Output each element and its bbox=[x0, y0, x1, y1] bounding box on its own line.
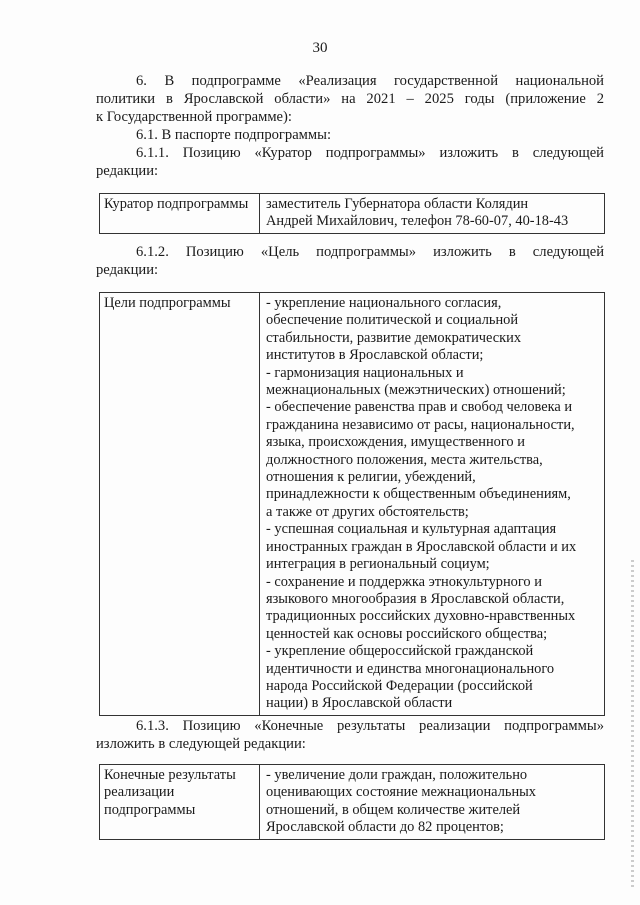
goals-line: ценностей как основы российского общества; bbox=[266, 625, 548, 642]
section-6-1-3-line: 6.1.3. Позицию «Конечные результаты реализации подпрограммы» bbox=[136, 718, 604, 734]
results-value-line: Ярославской области до 82 процентов; bbox=[266, 819, 504, 836]
goals-table bbox=[99, 292, 605, 716]
section-6-1-3-paragraph bbox=[96, 717, 604, 753]
curator-label-cell bbox=[100, 194, 260, 233]
goals-line: - сохранение и поддержка этнокультурного и bbox=[266, 573, 542, 590]
scan-edge-artifact bbox=[631, 560, 634, 890]
section-6-1-paragraph bbox=[96, 126, 604, 144]
goals-line: - укрепление национального согласия, bbox=[266, 295, 502, 311]
goals-line: народа Российской Федерации (российской bbox=[266, 677, 533, 694]
goals-line: языка, происхождения, имущественного и bbox=[266, 434, 525, 451]
goals-line: - успешная социальная и культурная адаптация bbox=[266, 521, 557, 538]
goals-label-cell bbox=[100, 293, 260, 715]
goals-line: гражданина независимо от расы, национальности, bbox=[266, 416, 575, 433]
section-6-1-1-paragraph bbox=[96, 144, 604, 180]
goals-line: идентичности и единства многонационального bbox=[266, 660, 555, 677]
section-6-paragraph bbox=[96, 72, 604, 126]
results-value-line: оценивающих состояние межнациональных bbox=[266, 784, 537, 801]
results-table bbox=[99, 764, 605, 840]
goals-line: обеспечение политической и социальной bbox=[266, 312, 519, 329]
curator-value-cell bbox=[260, 194, 604, 233]
curator-table bbox=[99, 193, 605, 234]
section-6-line: к Государственной программе): bbox=[96, 109, 292, 125]
section-6-1-2-line: редакции: bbox=[96, 262, 159, 278]
goals-line: должностного положения, места жительства, bbox=[266, 451, 543, 468]
results-label-line: Конечные результаты bbox=[104, 767, 236, 783]
goals-line: - обеспечение равенства прав и свобод человека и bbox=[266, 399, 573, 416]
goals-line: - гармонизация национальных и bbox=[266, 364, 464, 381]
goals-line: языкового многообразия в Ярославской области, bbox=[266, 590, 565, 607]
curator-value-line: заместитель Губернатора области Колядин bbox=[266, 196, 529, 212]
goals-line: иностранных граждан в Ярославской области и их bbox=[266, 538, 577, 555]
goals-value-cell bbox=[260, 293, 604, 715]
goals-line: отношения к религии, убеждений, bbox=[266, 469, 476, 486]
goals-line: стабильности, развитие демократических bbox=[266, 329, 522, 346]
page-number: 30 bbox=[312, 40, 328, 56]
section-6-1-2-paragraph bbox=[96, 243, 604, 279]
section-6-line: политики в Ярославской области» на 2021 – 2025 годы (приложение 2 bbox=[96, 91, 604, 107]
section-6-1-3-line: изложить в следующей редакции: bbox=[96, 736, 306, 752]
goals-label: Цели подпрограммы bbox=[104, 295, 231, 311]
section-6-1-2-line: 6.1.2. Позицию «Цель подпрограммы» изложить в следующей bbox=[136, 244, 604, 260]
goals-line: интеграция в региональный социум; bbox=[266, 556, 490, 573]
goals-line: институтов в Ярославской области; bbox=[266, 347, 484, 364]
goals-line: а также от других обстоятельств; bbox=[266, 503, 469, 520]
goals-line: принадлежности к общественным объединениям, bbox=[266, 486, 571, 503]
goals-line: межнациональных (межэтнических) отношений; bbox=[266, 382, 566, 399]
goals-line: традиционных российских духовно-нравственных bbox=[266, 608, 576, 625]
section-6-line: 6. В подпрограмме «Реализация государственной национальной bbox=[136, 73, 604, 89]
section-6-1-1-line: редакции: bbox=[96, 163, 159, 179]
goals-line: - укрепление общероссийской гражданской bbox=[266, 643, 534, 660]
results-label-line: реализации bbox=[104, 784, 175, 801]
curator-label: Куратор подпрограммы bbox=[104, 196, 249, 212]
curator-value-line: Андрей Михайлович, телефон 78-60-07, 40-18-43 bbox=[266, 213, 569, 230]
results-value-line: отношений, в общем количестве жителей bbox=[266, 801, 521, 818]
results-value-line: - увеличение доли граждан, положительно bbox=[266, 767, 528, 783]
section-6-1-1-line: 6.1.1. Позицию «Куратор подпрограммы» изложить в следующей bbox=[136, 145, 604, 161]
results-value-cell bbox=[260, 765, 604, 839]
section-6-1-title: 6.1. В паспорте подпрограммы: bbox=[136, 127, 332, 143]
goals-line: нации) в Ярославской области bbox=[266, 695, 453, 712]
results-label-cell bbox=[100, 765, 260, 839]
results-label-line: подпрограммы bbox=[104, 801, 196, 818]
